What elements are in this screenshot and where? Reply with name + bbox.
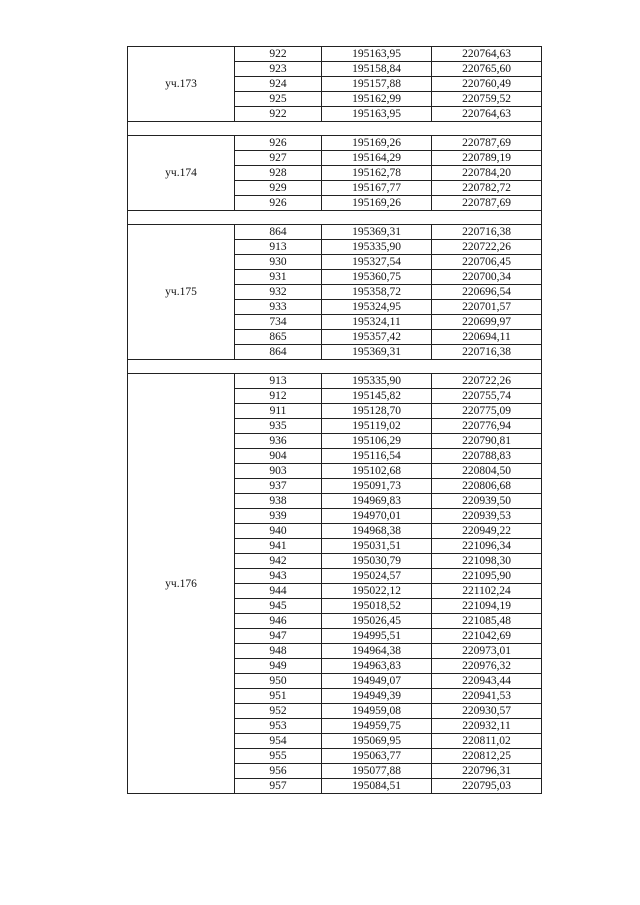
x-coordinate-cell: 194968,38 [322,524,432,539]
point-number-cell: 941 [235,539,322,554]
y-coordinate-cell: 221042,69 [432,629,542,644]
section-separator-row [128,211,542,225]
point-number-cell: 927 [235,151,322,166]
point-number-cell: 922 [235,107,322,122]
point-number-cell: 944 [235,584,322,599]
point-number-cell: 938 [235,494,322,509]
x-coordinate-cell: 195128,70 [322,404,432,419]
section-label-cell: уч.174 [128,136,235,211]
x-coordinate-cell: 195358,72 [322,285,432,300]
x-coordinate-cell: 195167,77 [322,181,432,196]
y-coordinate-cell: 221102,24 [432,584,542,599]
separator-cell [128,360,542,374]
y-coordinate-cell: 220790,81 [432,434,542,449]
y-coordinate-cell: 220939,53 [432,509,542,524]
point-number-cell: 936 [235,434,322,449]
x-coordinate-cell: 195091,73 [322,479,432,494]
y-coordinate-cell: 220788,83 [432,449,542,464]
x-coordinate-cell: 195119,02 [322,419,432,434]
x-coordinate-cell: 195163,95 [322,107,432,122]
x-coordinate-cell: 195360,75 [322,270,432,285]
x-coordinate-cell: 195162,78 [322,166,432,181]
point-number-cell: 924 [235,77,322,92]
x-coordinate-cell: 194964,38 [322,644,432,659]
y-coordinate-cell: 220776,94 [432,419,542,434]
x-coordinate-cell: 195026,45 [322,614,432,629]
point-number-cell: 937 [235,479,322,494]
point-number-cell: 951 [235,689,322,704]
point-number-cell: 912 [235,389,322,404]
y-coordinate-cell: 220765,60 [432,62,542,77]
y-coordinate-cell: 220716,38 [432,345,542,360]
point-number-cell: 925 [235,92,322,107]
x-coordinate-cell: 195162,99 [322,92,432,107]
point-number-cell: 903 [235,464,322,479]
x-coordinate-cell: 195063,77 [322,749,432,764]
point-number-cell: 911 [235,404,322,419]
point-number-cell: 933 [235,300,322,315]
x-coordinate-cell: 194949,39 [322,689,432,704]
x-coordinate-cell: 195077,88 [322,764,432,779]
y-coordinate-cell: 220722,26 [432,374,542,389]
point-number-cell: 948 [235,644,322,659]
y-coordinate-cell: 220796,31 [432,764,542,779]
point-number-cell: 865 [235,330,322,345]
section-label-cell: уч.173 [128,47,235,122]
x-coordinate-cell: 194963,83 [322,659,432,674]
coordinates-table [127,46,542,794]
section-separator-row [128,122,542,136]
x-coordinate-cell: 195335,90 [322,374,432,389]
table-row [128,225,542,240]
y-coordinate-cell: 220932,11 [432,719,542,734]
y-coordinate-cell: 220795,03 [432,779,542,794]
y-coordinate-cell: 220973,01 [432,644,542,659]
point-number-cell: 923 [235,62,322,77]
y-coordinate-cell: 220782,72 [432,181,542,196]
x-coordinate-cell: 194949,07 [322,674,432,689]
separator-cell [128,122,542,136]
point-number-cell: 932 [235,285,322,300]
y-coordinate-cell: 220722,26 [432,240,542,255]
x-coordinate-cell: 195024,57 [322,569,432,584]
point-number-cell: 734 [235,315,322,330]
x-coordinate-cell: 195327,54 [322,255,432,270]
point-number-cell: 926 [235,196,322,211]
x-coordinate-cell: 195069,95 [322,734,432,749]
x-coordinate-cell: 195335,90 [322,240,432,255]
point-number-cell: 942 [235,554,322,569]
point-number-cell: 946 [235,614,322,629]
point-number-cell: 955 [235,749,322,764]
x-coordinate-cell: 195106,29 [322,434,432,449]
x-coordinate-cell: 195164,29 [322,151,432,166]
x-coordinate-cell: 195163,95 [322,47,432,62]
x-coordinate-cell: 195369,31 [322,345,432,360]
x-coordinate-cell: 195369,31 [322,225,432,240]
x-coordinate-cell: 194970,01 [322,509,432,524]
table-row [128,47,542,62]
x-coordinate-cell: 195324,11 [322,315,432,330]
point-number-cell: 950 [235,674,322,689]
y-coordinate-cell: 220811,02 [432,734,542,749]
y-coordinate-cell: 220787,69 [432,196,542,211]
point-number-cell: 864 [235,225,322,240]
y-coordinate-cell: 221096,34 [432,539,542,554]
y-coordinate-cell: 220806,68 [432,479,542,494]
x-coordinate-cell: 195018,52 [322,599,432,614]
y-coordinate-cell: 220700,34 [432,270,542,285]
y-coordinate-cell: 220976,32 [432,659,542,674]
x-coordinate-cell: 195145,82 [322,389,432,404]
point-number-cell: 945 [235,599,322,614]
point-number-cell: 930 [235,255,322,270]
x-coordinate-cell: 194959,75 [322,719,432,734]
point-number-cell: 952 [235,704,322,719]
y-coordinate-cell: 220943,44 [432,674,542,689]
x-coordinate-cell: 194995,51 [322,629,432,644]
point-number-cell: 953 [235,719,322,734]
section-label-cell: уч.176 [128,374,235,794]
y-coordinate-cell: 220716,38 [432,225,542,240]
point-number-cell: 943 [235,569,322,584]
x-coordinate-cell: 195169,26 [322,136,432,151]
coordinates-table-body [128,47,542,794]
y-coordinate-cell: 220812,25 [432,749,542,764]
y-coordinate-cell: 220755,74 [432,389,542,404]
y-coordinate-cell: 220764,63 [432,47,542,62]
y-coordinate-cell: 220941,53 [432,689,542,704]
point-number-cell: 926 [235,136,322,151]
y-coordinate-cell: 220699,97 [432,315,542,330]
point-number-cell: 957 [235,779,322,794]
point-number-cell: 913 [235,240,322,255]
section-label-cell: уч.175 [128,225,235,360]
y-coordinate-cell: 220701,57 [432,300,542,315]
table-row [128,136,542,151]
y-coordinate-cell: 221098,30 [432,554,542,569]
y-coordinate-cell: 220694,11 [432,330,542,345]
x-coordinate-cell: 195324,95 [322,300,432,315]
y-coordinate-cell: 220759,52 [432,92,542,107]
y-coordinate-cell: 220787,69 [432,136,542,151]
x-coordinate-cell: 195102,68 [322,464,432,479]
point-number-cell: 928 [235,166,322,181]
y-coordinate-cell: 220930,57 [432,704,542,719]
x-coordinate-cell: 195084,51 [322,779,432,794]
y-coordinate-cell: 220696,54 [432,285,542,300]
y-coordinate-cell: 220939,50 [432,494,542,509]
y-coordinate-cell: 220764,63 [432,107,542,122]
point-number-cell: 956 [235,764,322,779]
point-number-cell: 939 [235,509,322,524]
section-separator-row [128,360,542,374]
y-coordinate-cell: 220804,50 [432,464,542,479]
table-row [128,374,542,389]
point-number-cell: 864 [235,345,322,360]
x-coordinate-cell: 195157,88 [322,77,432,92]
point-number-cell: 931 [235,270,322,285]
x-coordinate-cell: 195022,12 [322,584,432,599]
x-coordinate-cell: 195116,54 [322,449,432,464]
point-number-cell: 935 [235,419,322,434]
y-coordinate-cell: 220760,49 [432,77,542,92]
y-coordinate-cell: 220784,20 [432,166,542,181]
x-coordinate-cell: 194969,83 [322,494,432,509]
x-coordinate-cell: 195158,84 [322,62,432,77]
point-number-cell: 947 [235,629,322,644]
point-number-cell: 922 [235,47,322,62]
y-coordinate-cell: 220949,22 [432,524,542,539]
x-coordinate-cell: 195030,79 [322,554,432,569]
point-number-cell: 913 [235,374,322,389]
y-coordinate-cell: 220706,45 [432,255,542,270]
x-coordinate-cell: 194959,08 [322,704,432,719]
point-number-cell: 904 [235,449,322,464]
x-coordinate-cell: 195357,42 [322,330,432,345]
separator-cell [128,211,542,225]
y-coordinate-cell: 220775,09 [432,404,542,419]
x-coordinate-cell: 195169,26 [322,196,432,211]
y-coordinate-cell: 221094,19 [432,599,542,614]
y-coordinate-cell: 220789,19 [432,151,542,166]
y-coordinate-cell: 221095,90 [432,569,542,584]
point-number-cell: 954 [235,734,322,749]
y-coordinate-cell: 221085,48 [432,614,542,629]
x-coordinate-cell: 195031,51 [322,539,432,554]
point-number-cell: 929 [235,181,322,196]
point-number-cell: 940 [235,524,322,539]
point-number-cell: 949 [235,659,322,674]
